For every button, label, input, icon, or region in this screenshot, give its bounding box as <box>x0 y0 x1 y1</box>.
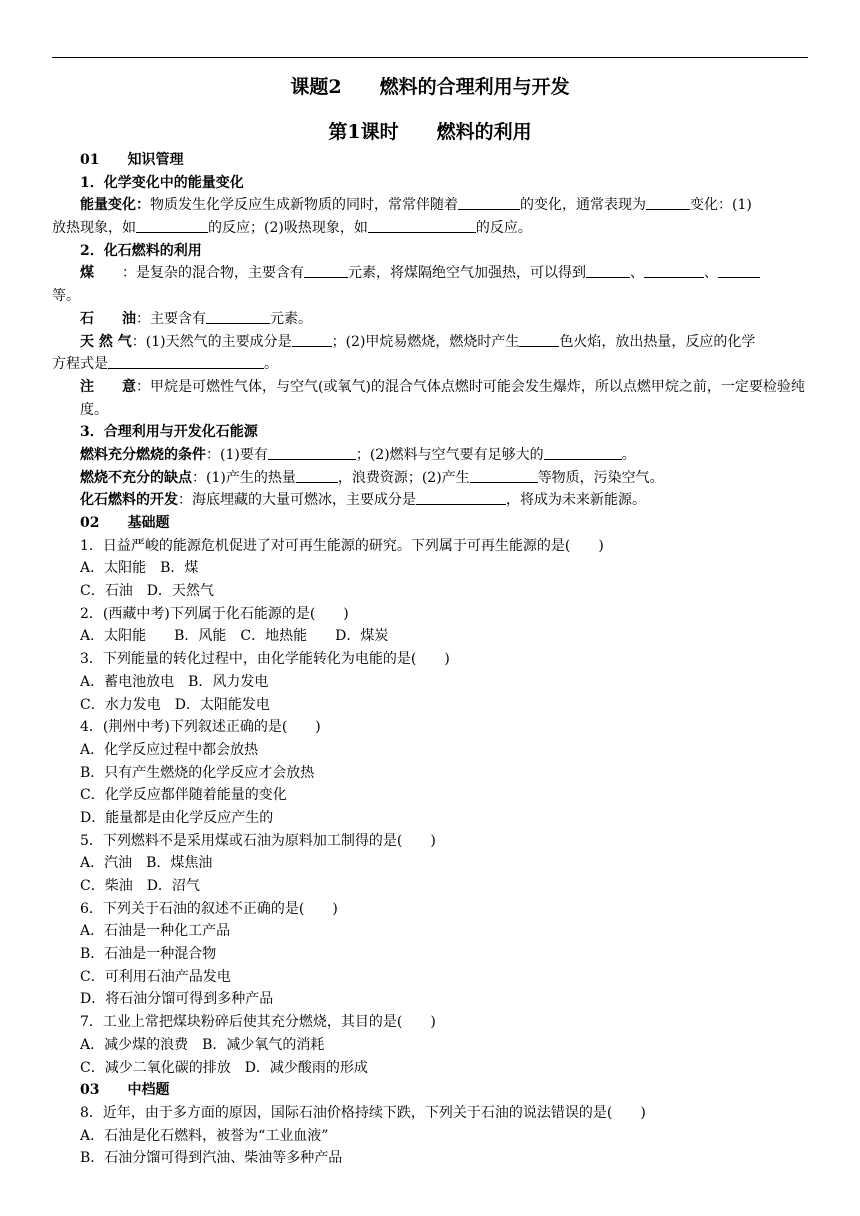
option-line: A．石油是化石燃料，被誉为“工业血液” <box>80 1127 329 1144</box>
option-line: C．柴油 D．沼气 <box>80 878 200 895</box>
option-line: B．只有产生燃烧的化学反应才会放热 <box>80 764 315 781</box>
fill-blank[interactable] <box>470 468 538 483</box>
text-fragment: ：(1)要有 <box>206 446 268 463</box>
text-fragment: 、 <box>630 265 644 282</box>
natural-gas-line-2 <box>52 353 808 376</box>
fill-blank[interactable] <box>108 354 264 369</box>
full-combustion-label: 燃料充分燃烧的条件 <box>80 446 206 463</box>
option-line: C．水力发电 D．太阳能发电 <box>80 696 270 713</box>
fill-blank[interactable] <box>296 468 338 483</box>
lesson-title: 课题2 燃料的合理利用与开发 <box>290 76 570 98</box>
option-line: A．蓄电池放电 B．风力发电 <box>80 673 269 690</box>
question-line: 3．下列能量的转化过程中，由化学能转化为电能的是( ) <box>80 651 450 668</box>
fill-blank[interactable] <box>368 218 476 233</box>
energy-change-line-1 <box>52 194 808 217</box>
question-line: 1．日益严峻的能源危机促进了对可再生能源的研究。下列属于可再生能源的是( ) <box>80 537 604 554</box>
fill-blank[interactable] <box>206 309 270 324</box>
question-line: 6．下列关于石油的叙述不正确的是( ) <box>80 900 338 917</box>
oil-label: 石 油 <box>80 310 136 327</box>
text-fragment: 等物质，污染空气。 <box>537 469 664 486</box>
coal-line-1 <box>52 262 808 285</box>
text-fragment: 物质发生化学反应生成新物质的同时，常常伴随着 <box>150 197 458 214</box>
text-fragment: 元素。 <box>270 310 312 327</box>
coal-line-2: 等。 <box>52 288 80 305</box>
note-label: 注 意 <box>80 378 136 395</box>
section-heading-knowledge: 01 知识管理 <box>80 152 184 168</box>
option-line: B．石油是一种混合物 <box>80 946 217 963</box>
option-line: A．太阳能 B．风能 C．地热能 D．煤炭 <box>80 628 389 645</box>
option-line: C．石油 D．天然气 <box>80 583 214 600</box>
option-line: A．太阳能 B．煤 <box>80 560 199 577</box>
question-line: 8．近年，由于多方面的原因，国际石油价格持续下跌，下列关于石油的说法错误的是( ) <box>80 1104 646 1121</box>
fossil-fuel-development-label: 化石燃料的开发 <box>80 492 178 509</box>
fill-blank[interactable] <box>136 218 208 233</box>
insufficient-combustion-label: 燃烧不充分的缺点 <box>80 469 192 486</box>
fill-blank[interactable] <box>519 332 559 347</box>
fill-blank[interactable] <box>416 490 506 505</box>
option-line: B．石油分馏可得到汽油、柴油等多种产品 <box>80 1150 343 1167</box>
text-fragment: ，浪费资源；(2)产生 <box>337 469 470 486</box>
text-fragment: 的反应；(2)吸热现象，如 <box>208 220 368 237</box>
fill-blank[interactable] <box>268 445 356 460</box>
question-line: 5．下列燃料不是采用煤或石油为原料加工制得的是( ) <box>80 832 436 849</box>
fill-blank[interactable] <box>458 195 520 210</box>
subheading-rational-use: 3．合理利用与开发化石能源 <box>80 424 258 441</box>
option-line: C．化学反应都伴随着能量的变化 <box>80 787 287 804</box>
energy-change-label: 能量变化： <box>80 197 150 214</box>
question-line: 2．(西藏中考)下列属于化石能源的是( ) <box>80 605 349 622</box>
fill-blank[interactable] <box>544 445 622 460</box>
natural-gas-line-1 <box>52 331 808 354</box>
section-heading-intermediate: 03 中档题 <box>80 1082 170 1099</box>
text-fragment: 。 <box>621 446 636 463</box>
text-fragment: 的反应。 <box>475 220 532 237</box>
question-line: 4．(荆州中考)下列叙述正确的是( ) <box>80 719 321 736</box>
note-paragraph <box>52 376 808 421</box>
document-body <box>52 149 808 1170</box>
option-line: C．减少二氧化碳的排放 D．减少酸雨的形成 <box>80 1059 368 1076</box>
fossil-fuel-development-line <box>52 489 808 512</box>
text-fragment: ；(2)甲烷易燃烧，燃烧时产生 <box>331 333 520 350</box>
top-rule <box>52 57 808 58</box>
note-text: ：甲烷是可燃性气体，与空气(或氧气)的混合气体点燃时可能会发生爆炸，所以点燃甲烷之前，一定要检验纯度。 <box>80 378 805 418</box>
text-fragment: ：主要含有 <box>136 310 206 327</box>
fill-blank[interactable] <box>646 195 690 210</box>
text-fragment: 放热现象，如 <box>52 220 136 237</box>
text-fragment: 。 <box>264 356 278 373</box>
coal-label: 煤 <box>80 265 122 282</box>
option-line: A．减少煤的浪费 B．减少氧气的消耗 <box>80 1036 325 1053</box>
option-line: D．能量都是由化学反应产生的 <box>80 809 274 826</box>
fill-blank[interactable] <box>292 332 332 347</box>
fill-blank[interactable] <box>586 263 630 278</box>
text-fragment: 的变化，通常表现为 <box>520 197 646 214</box>
energy-change-line-2 <box>52 217 808 240</box>
text-fragment: 、 <box>704 265 718 282</box>
text-fragment: ：(1)天然气的主要成分是 <box>131 333 292 350</box>
oil-line <box>52 308 808 331</box>
text-fragment: 方程式是 <box>52 356 108 373</box>
option-line: D．将石油分馏可得到多种产品 <box>80 991 274 1008</box>
text-fragment: 元素，将煤隔绝空气加强热，可以得到 <box>348 265 586 282</box>
text-fragment: 变化：(1) <box>690 197 752 214</box>
text-fragment: ，将成为未来新能源。 <box>506 492 646 509</box>
option-line: A．汽油 B．煤焦油 <box>80 855 213 872</box>
option-line: A．化学反应过程中都会放热 <box>80 741 259 758</box>
full-combustion-line <box>52 444 808 467</box>
fill-blank[interactable] <box>644 263 704 278</box>
natural-gas-label: 天 然 气 <box>80 333 132 350</box>
option-line: C．可利用石油产品发电 <box>80 968 231 985</box>
section-heading-basic: 02 基础题 <box>80 515 170 532</box>
option-line: A．石油是一种化工产品 <box>80 923 231 940</box>
text-fragment: 色火焰，放出热量，反应的化学 <box>559 333 756 350</box>
subheading-energy-change: 1．化学变化中的能量变化 <box>80 174 244 191</box>
fill-blank[interactable] <box>718 263 760 278</box>
insufficient-combustion-line <box>52 467 808 490</box>
question-line: 7．工业上常把煤块粉碎后使其充分燃烧，其目的是( ) <box>80 1014 436 1031</box>
text-fragment: ：是复杂的混合物，主要含有 <box>122 265 304 282</box>
text-fragment: ；(2)燃料与空气要有足够大的 <box>355 446 544 463</box>
lesson-subtitle: 第1课时 燃料的利用 <box>328 121 532 143</box>
subheading-fossil-fuels: 2．化石燃料的利用 <box>80 242 202 259</box>
text-fragment: ：海底埋藏的大量可燃冰，主要成分是 <box>178 492 416 509</box>
text-fragment: ：(1)产生的热量 <box>192 469 296 486</box>
fill-blank[interactable] <box>304 263 348 278</box>
